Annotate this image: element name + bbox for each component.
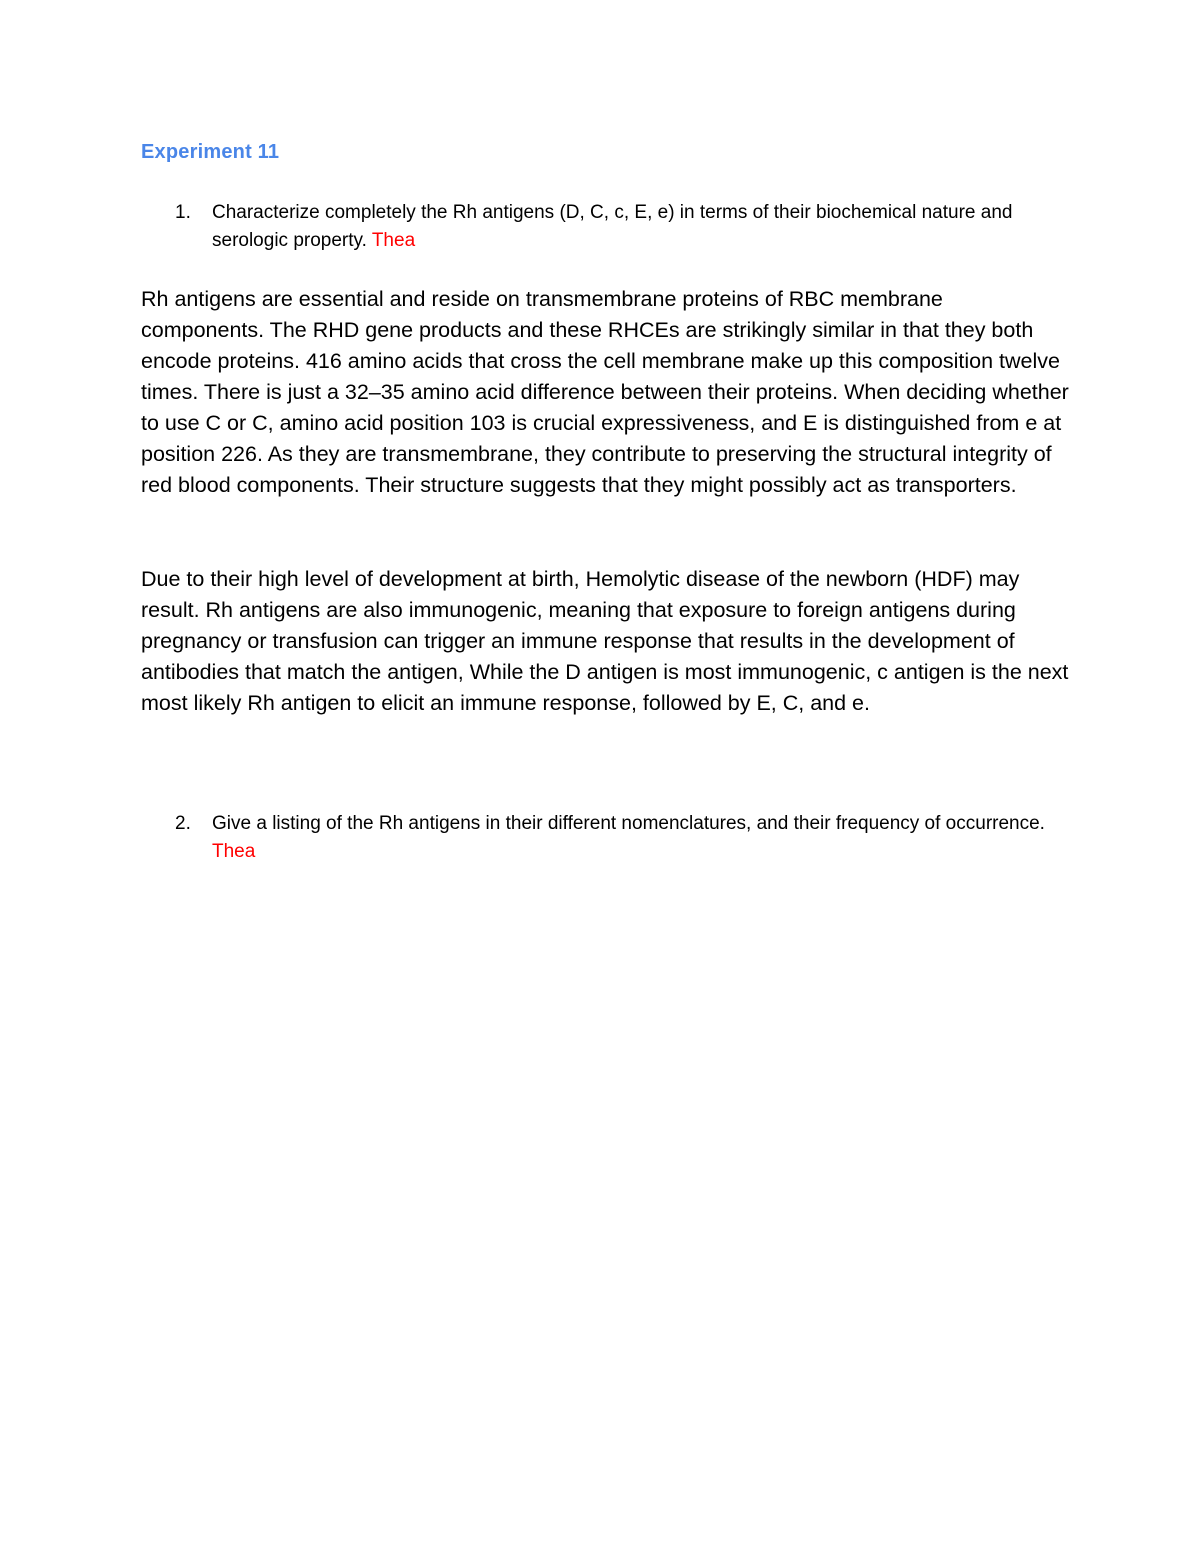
author-tag: Thea xyxy=(371,230,416,251)
question-body: Give a listing of the Rh antigens in their different nomenclatures, and their frequency of occurrence. xyxy=(212,813,1045,834)
answer-paragraph: Rh antigens are essential and reside on transmembrane proteins of RBC membrane components. The RHD gene products and these RHCEs are strikingly similar in that they both encode proteins. 416 amino acids that cross the cell membrane make up this composition twelve times. There is just a 32–35 amino acid difference between their proteins. When deciding whether to use C or C, amino acid position 103 is crucial expressiveness, and E is distinguished from e at position 226. As they are transmembrane, they contribute to preserving the structural integrity of red blood components. Their structure suggests that they might possibly act as transporters. xyxy=(141,287,1069,497)
answer-paragraph: Due to their high level of development at birth, Hemolytic disease of the newborn (HDF) may result. Rh antigens are also immunogenic, meaning that exposure to foreign antigens during pregnancy or transfusion can trigger an immune response that results in the development of antibodies that match the antigen, While the D antigen is most immunogenic, c antigen is the next most likely Rh antigen to elicit an immune response, followed by E, C, and e. xyxy=(141,567,1069,715)
question-number: 1. xyxy=(175,202,191,223)
question-2 xyxy=(141,810,1061,866)
question-number: 2. xyxy=(175,813,191,834)
question-text xyxy=(212,199,1061,255)
question-text xyxy=(212,810,1061,866)
author-tag: Thea xyxy=(212,841,256,862)
question-1 xyxy=(141,199,1061,255)
question-body: Characterize completely the Rh antigens (D, C, c, E, e) in terms of their biochemical nature and serologic property. xyxy=(212,202,1013,251)
document-title: Experiment 11 xyxy=(141,141,280,163)
